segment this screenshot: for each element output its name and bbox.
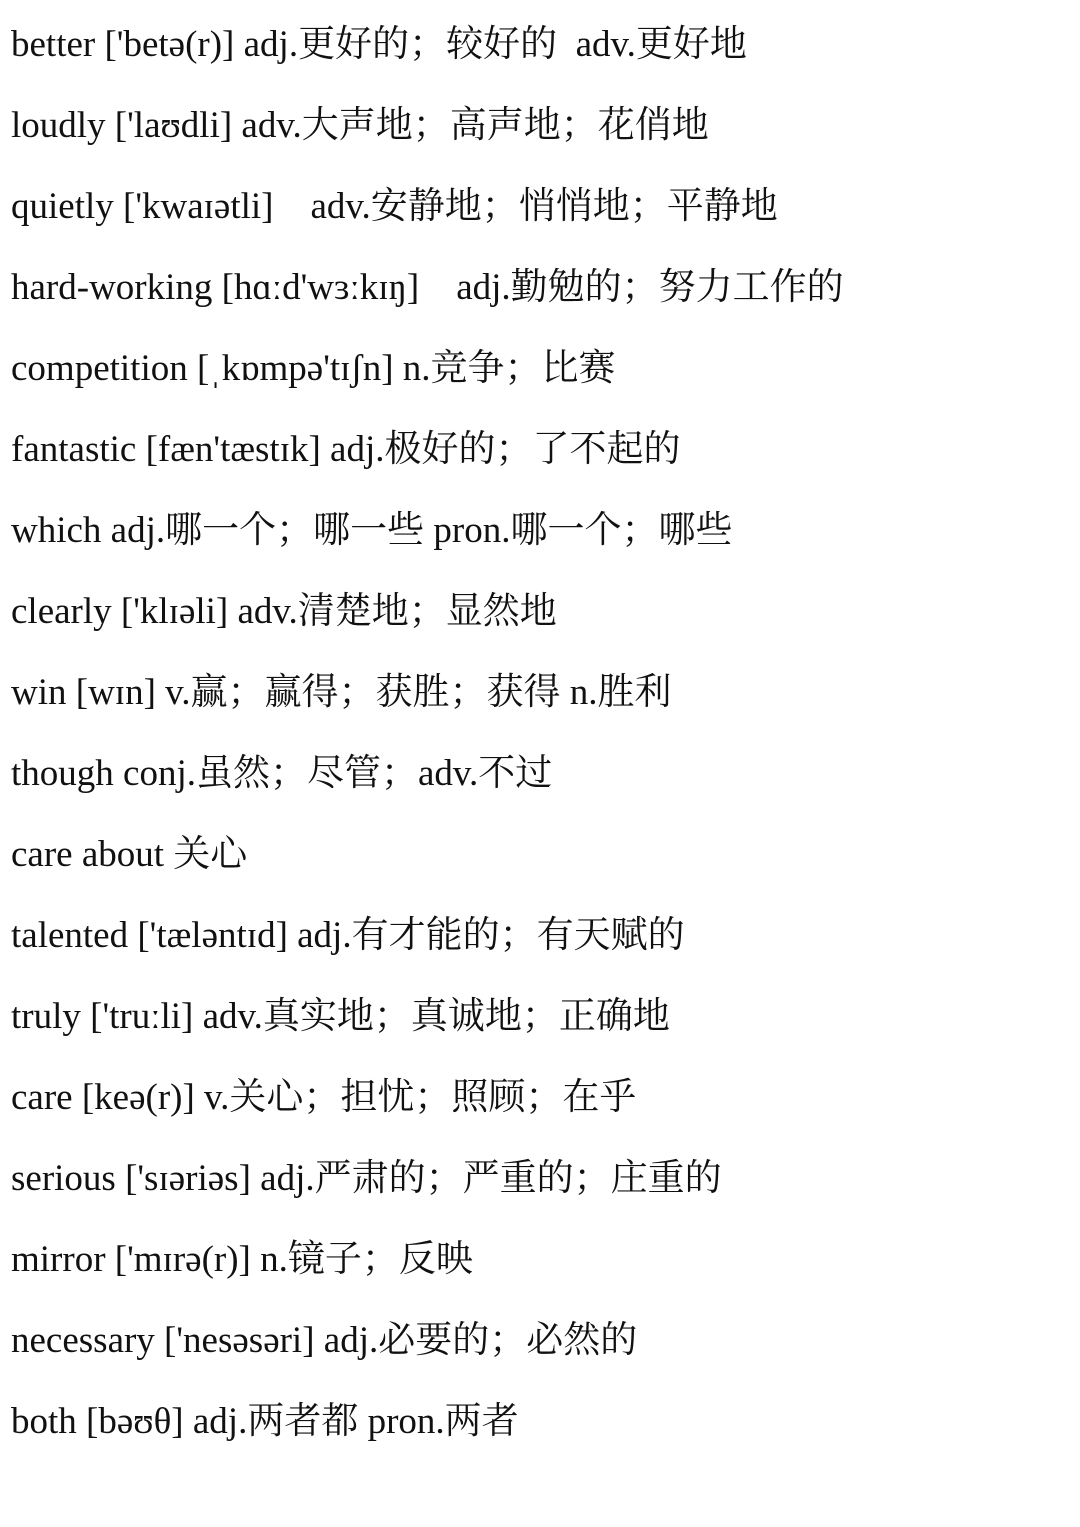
vocab-entry-quietly: quietly ['kwaɪətli] adv.安静地；悄悄地；平静地 bbox=[11, 186, 778, 227]
vocab-entry-care-about: care about 关心 bbox=[11, 834, 248, 875]
vocab-entry-talented: talented ['tæləntɪd] adj.有才能的；有天赋的 bbox=[11, 915, 685, 956]
vocab-entry-serious: serious ['sɪəriəs] adj.严肃的；严重的；庄重的 bbox=[11, 1158, 722, 1199]
vocab-entry-though: though conj.虽然；尽管；adv.不过 bbox=[11, 753, 553, 794]
vocab-entry-better: better ['betə(r)] adj.更好的；较好的 adv.更好地 bbox=[11, 24, 747, 65]
vocab-entry-which: which adj.哪一个；哪一些 pron.哪一个；哪些 bbox=[11, 510, 733, 551]
vocab-entry-fantastic: fantastic [fæn'tæstɪk] adj.极好的；了不起的 bbox=[11, 429, 681, 470]
vocab-entry-hard-working: hard-working [hɑːd'wɜːkɪŋ] adj.勤勉的；努力工作的 bbox=[11, 267, 844, 308]
vocab-entry-necessary: necessary ['nesəsəri] adj.必要的；必然的 bbox=[11, 1320, 638, 1361]
vocab-entry-both: both [bəʊθ] adj.两者都 pron.两者 bbox=[11, 1401, 519, 1442]
vocab-entry-competition: competition [ˌkɒmpə'tɪʃn] n.竞争；比赛 bbox=[11, 348, 616, 389]
vocab-entry-loudly: loudly ['laʊdli] adv.大声地；高声地；花俏地 bbox=[11, 105, 709, 146]
vocab-entry-win: win [wɪn] v.赢；赢得；获胜；获得 n.胜利 bbox=[11, 672, 672, 713]
vocab-entry-care: care [keə(r)] v.关心；担忧；照顾；在乎 bbox=[11, 1077, 637, 1118]
vocab-entry-truly: truly ['truːli] adv.真实地；真诚地；正确地 bbox=[11, 996, 670, 1037]
vocab-entry-clearly: clearly ['klɪəli] adv.清楚地；显然地 bbox=[11, 591, 557, 632]
vocab-entry-mirror: mirror ['mɪrə(r)] n.镜子；反映 bbox=[11, 1239, 473, 1280]
